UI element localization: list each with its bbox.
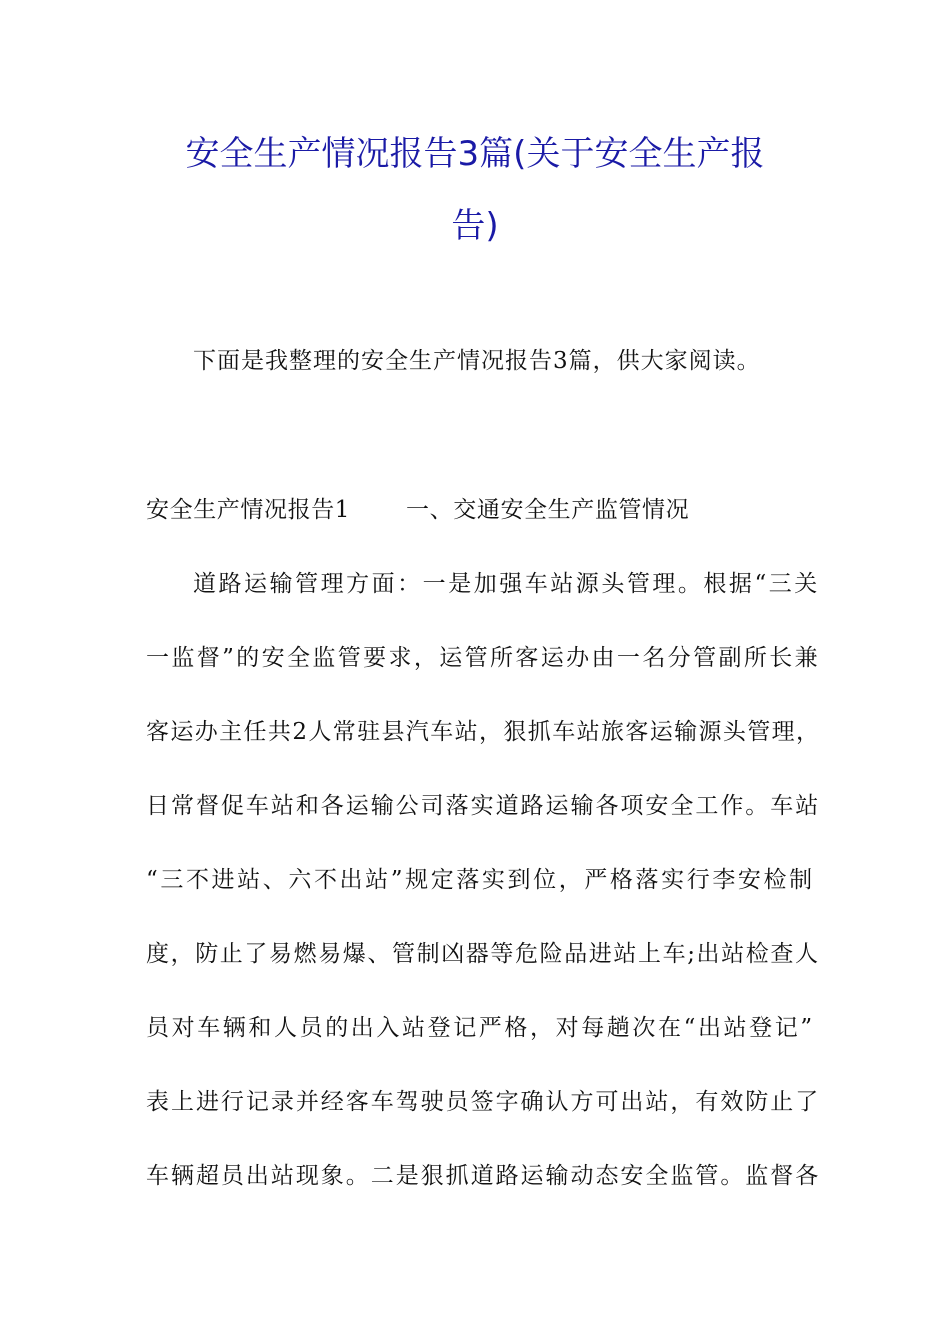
body-line-2: 一监督”的安全监管要求，运管所客运办由一名分管副所长兼 <box>146 645 820 671</box>
section-heading-row <box>146 495 689 525</box>
document-title-line-1: 安全生产情况报告3篇(关于安全生产报 <box>185 134 765 174</box>
intro-paragraph: 下面是我整理的安全生产情况报告3篇，供大家阅读。 <box>193 348 761 374</box>
report-label: 安全生产情况报告1 <box>146 497 351 523</box>
body-line-3: 客运办主任共2人常驻县汽车站，狠抓车站旅客运输源头管理， <box>146 719 821 745</box>
body-line-9: 车辆超员出站现象。二是狠抓道路运输动态安全监管。监督各 <box>146 1163 821 1189</box>
document-title-line-2: 告) <box>451 206 499 246</box>
body-line-5: “三不进站、六不出站”规定落实到位，严格落实行李安检制 <box>146 867 815 893</box>
body-line-7: 员对车辆和人员的出入站登记严格，对每趟次在“出站登记” <box>146 1015 815 1041</box>
body-line-1: 道路运输管理方面：一是加强车站源头管理。根据“三关 <box>193 571 820 597</box>
section-heading: 一、交通安全生产监管情况 <box>406 497 690 523</box>
body-line-6: 度，防止了易燃易爆、管制凶器等危险品进站上车;出站检查人 <box>146 941 820 967</box>
body-line-8: 表上进行记录并经客车驾驶员签字确认方可出站，有效防止了 <box>146 1089 821 1115</box>
body-line-4: 日常督促车站和各运输公司落实道路运输各项安全工作。车站 <box>146 793 821 819</box>
